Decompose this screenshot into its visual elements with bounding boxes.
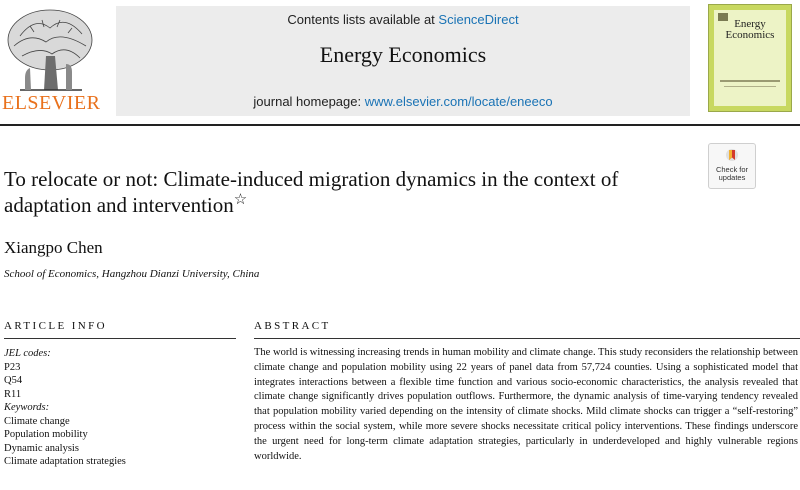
check-for-updates-button[interactable] [708, 143, 756, 189]
journal-homepage-line [116, 94, 690, 109]
keywords-label: Keywords: [4, 402, 50, 413]
header-rule [0, 124, 800, 126]
contents-list-line [116, 12, 690, 27]
author-affiliation: School of Economics, Hangzhou Dianzi University, China [4, 268, 260, 280]
author-name[interactable]: Xiangpo Chen [4, 238, 103, 257]
check-for-updates-label: Check for updates [715, 165, 749, 182]
title-footnote-star[interactable]: ☆ [233, 192, 248, 208]
article-info-heading: ARTICLE INFO [4, 320, 107, 332]
article-title [4, 166, 704, 218]
cover-divider-thin [724, 86, 776, 87]
journal-name: Energy Economics [319, 42, 487, 67]
cover-divider [720, 80, 780, 82]
article-title-text: To relocate or not: Climate-induced migration dynamics in the context of adaptation and intervention [4, 167, 619, 217]
homepage-prefix: journal homepage: [253, 94, 365, 109]
abstract-text: The world is witnessing increasing trends in human mobility and climate change. This study reconsiders the relationship between climate change and population mobility using 22 years of panel data from 57,724 counties. Using a sophisticated model that integrates interactions between a flexible time function and various socio-economic characteristics, the analysis revealed that climate change significantly drives population outflows. Furthermore, the dynamic analysis of time-varying tendency revealed that population mobility varied depending on the intensity of climate shocks. Mild climate shocks can trigger a “self-restoring” process within the social system, while more severe shocks necessitate critical policy interventions. These findings underscore the urgent need for long-term climate adaptation strategies, particularly in underdeveloped and highly vulnerable regions worldwide. [254, 347, 798, 462]
abstract-rule [254, 338, 800, 339]
sciencedirect-link[interactable]: ScienceDirect [438, 12, 519, 27]
keyword-item: Climate adaptation strategies [4, 456, 126, 467]
journal-homepage-link[interactable]: www.elsevier.com/locate/eneeco [364, 94, 553, 109]
keyword-item: Dynamic analysis [4, 442, 79, 454]
jel-code-item: Q54 [4, 375, 23, 386]
keyword-item: Population mobility [4, 429, 88, 440]
contents-prefix: Contents lists available at [287, 12, 439, 27]
journal-banner [116, 6, 690, 116]
cover-panel [714, 10, 786, 106]
bookmark-check-icon [725, 148, 739, 164]
jel-codes-label: JEL codes: [4, 348, 51, 359]
cover-title: Energy Economics [725, 18, 775, 41]
article-info-panel [4, 347, 236, 469]
jel-code-item: R11 [4, 388, 22, 400]
elsevier-wordmark: ELSEVIER [2, 92, 101, 114]
abstract-heading: ABSTRACT [254, 320, 331, 332]
journal-cover-thumbnail[interactable] [708, 4, 792, 112]
keyword-item: Climate change [4, 415, 70, 427]
jel-code-item: P23 [4, 361, 21, 373]
article-info-rule [4, 338, 236, 339]
